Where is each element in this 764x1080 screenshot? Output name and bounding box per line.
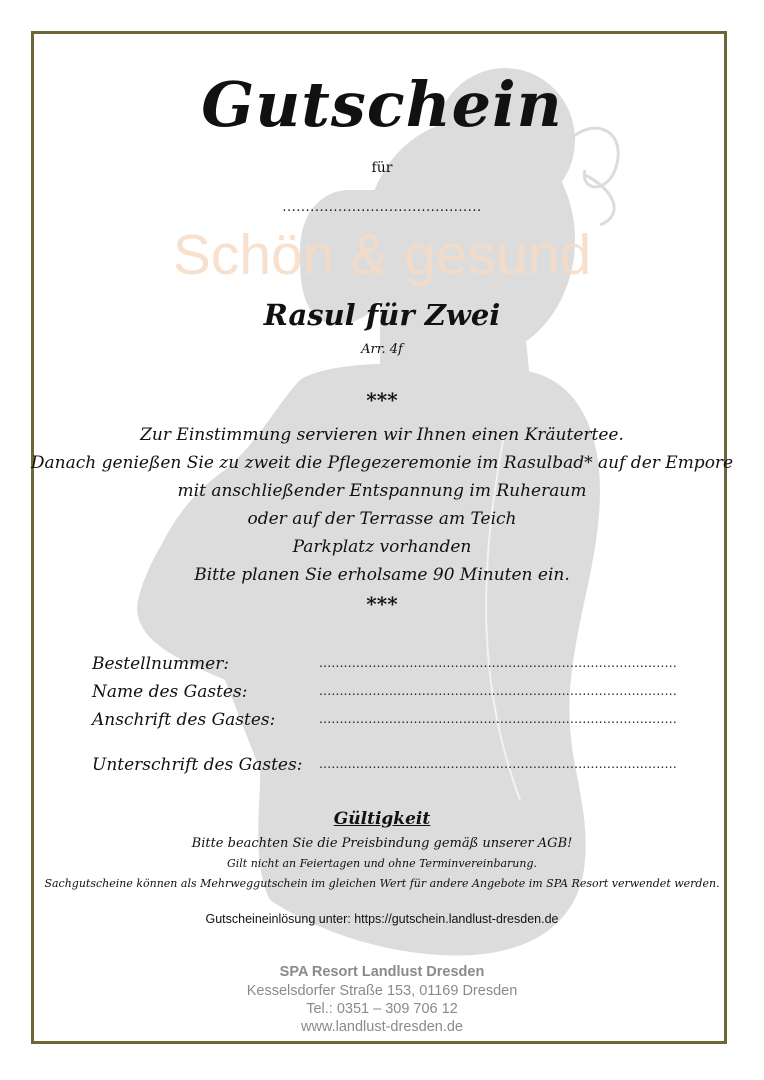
separator-bottom: *** [366,592,398,616]
description-line: Zur Einstimmung servieren wir Ihnen einen Kräutertee. [140,425,624,445]
for-label: für [371,160,393,176]
guest-name-label: Name des Gastes: [92,682,248,702]
order-number-label: Bestellnummer: [92,654,230,674]
order-number-field: ....................................................................................... [319,656,677,670]
guest-signature-label: Unterschrift des Gastes: [92,755,303,775]
description-line: Danach genießen Sie zu zweit die Pflegezeremonie im Rasulbad* auf der Empore [30,453,734,473]
guest-address-field: ....................................................................................... [319,712,677,726]
description-line: mit anschließender Entspannung im Ruheraum [177,481,587,501]
arrangement-code: Arr. 4f [361,342,403,357]
footer-phone: Tel.: 0351 – 309 706 12 [306,1001,458,1017]
description-line: Bitte planen Sie erholsame 90 Minuten ein. [194,565,570,585]
validity-heading: Gültigkeit [333,809,431,829]
watermark-text: Schön & gesund [172,223,592,287]
guest-name-field: ....................................................................................... [319,684,677,698]
separator-top: *** [366,388,398,412]
description-line: Parkplatz vorhanden [292,537,472,557]
footer-website: www.landlust-dresden.de [300,1019,463,1035]
voucher-title: Gutschein [201,68,563,141]
guest-name-row [92,682,677,706]
guest-signature-row [92,755,677,779]
guest-address-label: Anschrift des Gastes: [92,710,276,730]
offer-name: Rasul für Zwei [263,298,501,332]
footer-address: Kesselsdorfer Straße 153, 01169 Dresden [246,983,518,999]
guest-signature-field: ....................................................................................... [319,757,677,771]
description-line: oder auf der Terrasse am Teich [247,509,517,529]
guest-address-row [92,710,677,734]
recipient-line: ........................................... [282,200,482,215]
redemption-info: Gutscheineinlösung unter: https://gutschein.landlust-dresden.de [205,912,559,926]
footer-company: SPA Resort Landlust Dresden [279,964,485,980]
validity-note-price: Bitte beachten Sie die Preisbindung gemäß unserer AGB! [191,836,573,851]
order-number-row [92,654,677,678]
validity-note-holidays: Gilt nicht an Feiertagen und ohne Terminvereinbarung. [226,857,538,870]
validity-note-reusable: Sachgutscheine können als Mehrweggutschein im gleichen Wert für andere Angebote im SPA Resort verwendet werden. [44,877,720,890]
